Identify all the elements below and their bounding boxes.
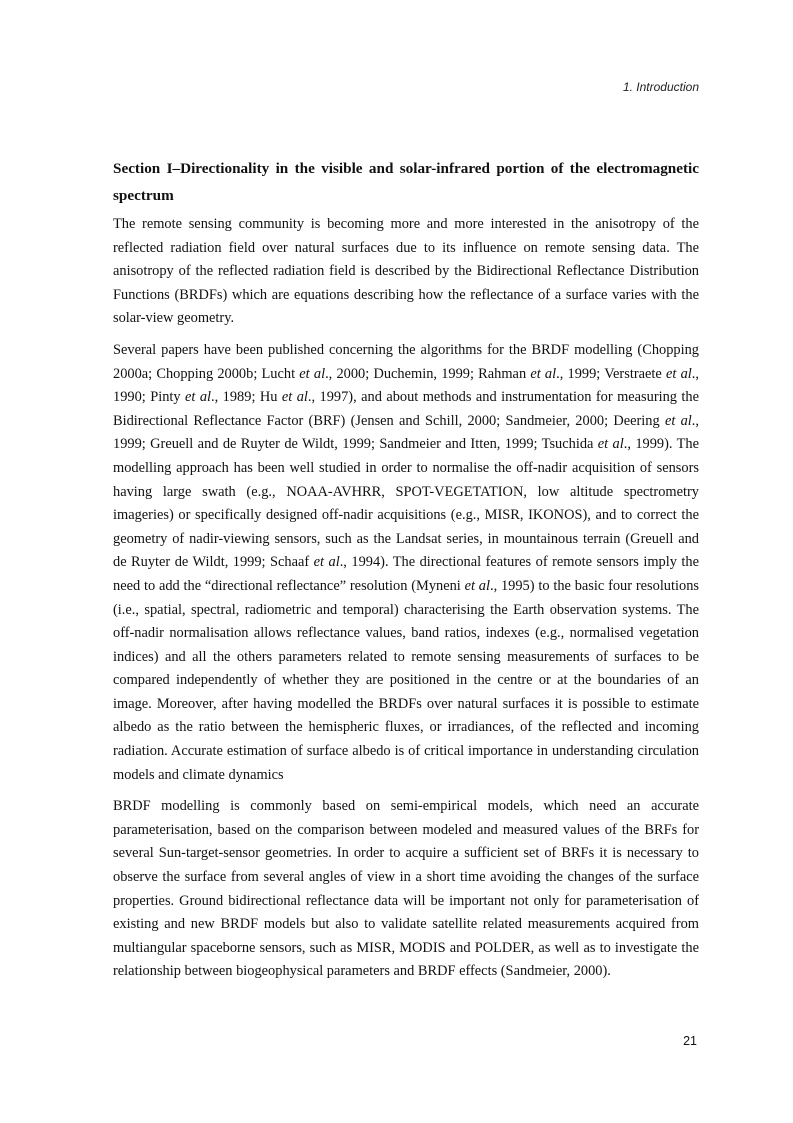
- text-span: Several papers have been published concerning the algorithms for the BRDF modelling (Chopping 2000a; Chopping 2000b; Lucht: [113, 341, 699, 382]
- main-content: [113, 155, 699, 992]
- citation-et-al: et al: [185, 389, 212, 406]
- paragraph-anisotropy: The remote sensing community is becoming more and more interested in the anisotropy of the reflected radiation field over natural surfaces due to its influence on remote sensing data. The anisotropy of the reflected radiation field is described by the Bidirectional Reflectance Distribution Functions (BRDFs) which are equations describing how the reflectance of a surface varies with the solar-view geometry.: [113, 216, 699, 327]
- citation-et-al: et al: [665, 365, 692, 382]
- text-span: ., 1999; Greuell and de Ruyter de Wildt, 1999; Sandmeier and Itten, 1999; Tsuchida: [113, 412, 699, 453]
- paragraph-brdf-literature: [113, 339, 699, 787]
- text-span: ., 1995) to the basic four resolutions (i.e., spatial, spectral, radiometric and temporal) characterising the Earth observation systems. The off-nadir normalisation allows reflectance values, band ratios, indexes (e.g., normalised vegetation indices) and all the others parameters related to remote sensing measurements of surfaces to be compared independently of whether they are positioned in the centre or at the boundaries of an image. Moreover, after having modelled the BRDFs over natural surfaces it is possible to estimate albedo as the ratio between the hemispheric fluxes, or irradiances, of the reflected and incoming radiation. Accurate estimation of surface albedo is of critical importance in understanding circulation models and climate dynamics: [113, 577, 699, 783]
- running-header: 1. Introduction: [622, 80, 699, 94]
- citation-et-al: et al: [299, 365, 326, 382]
- text-span: ., 1994). The directional features of remote sensors imply the need to add the “directional reflectance” resolution (Myneni: [113, 554, 699, 594]
- citation-et-al: et al: [597, 436, 624, 453]
- text-span: ., 1999). The modelling approach has been well studied in order to normalise the off-nadir acquisition of sensors having large swath (e.g., NOAA-AVHRR, SPOT-VEGETATION, low altitude spectrometry imageries) or specifically designed off-nadir acquisitions (e.g., MISR, IKONOS), and to correct the geometry of nadir-viewing sensors, such as the Landsat series, in mountainous terrain (Greuell and de Ruyter de Wildt, 1999; Schaaf: [113, 436, 699, 571]
- text-span: ., 1997), and about methods and instrumentation for measuring the Bidirectional Reflectance Factor (BRF) (Jensen and Schill, 2000; Sandmeier, 2000; Deering: [113, 389, 700, 429]
- text-span: ., 2000; Duchemin, 1999; Rahman: [325, 365, 531, 382]
- text-span: ., 1999; Verstraete: [556, 365, 666, 382]
- section-title: Section I–Directionality in the visible and solar-infrared portion of the electromagnetic spectrum: [113, 160, 699, 204]
- citation-et-al: et al: [313, 554, 340, 571]
- page-number: 21: [683, 1034, 697, 1048]
- citation-et-al: et al: [664, 412, 692, 429]
- text-span: ., 1989; Hu: [211, 389, 282, 406]
- text-span: ., 1990; Pinty: [113, 365, 699, 406]
- paragraph-brdf-modelling: BRDF modelling is commonly based on semi-empirical models, which need an accurate parameterisation, based on the comparison between modeled and measured values of the BRFs for several Sun-target-sensor geometries. In order to acquire a sufficient set of BRFs it is necessary to observe the surface from several angles of view in a short time avoiding the changes of the surface properties. Ground bidirectional reflectance data will be important not only for parameterisation of existing and new BRDF models but also to validate satellite related measurements acquired from multiangular spaceborne sensors, such as MISR, MODIS and POLDER, as well as to investigate the relationship between biogeophysical parameters and BRDF effects (Sandmeier, 2000).: [113, 798, 699, 980]
- citation-et-al: et al: [281, 389, 308, 406]
- citation-et-al: et al: [530, 365, 557, 382]
- citation-et-al: et al: [464, 577, 490, 594]
